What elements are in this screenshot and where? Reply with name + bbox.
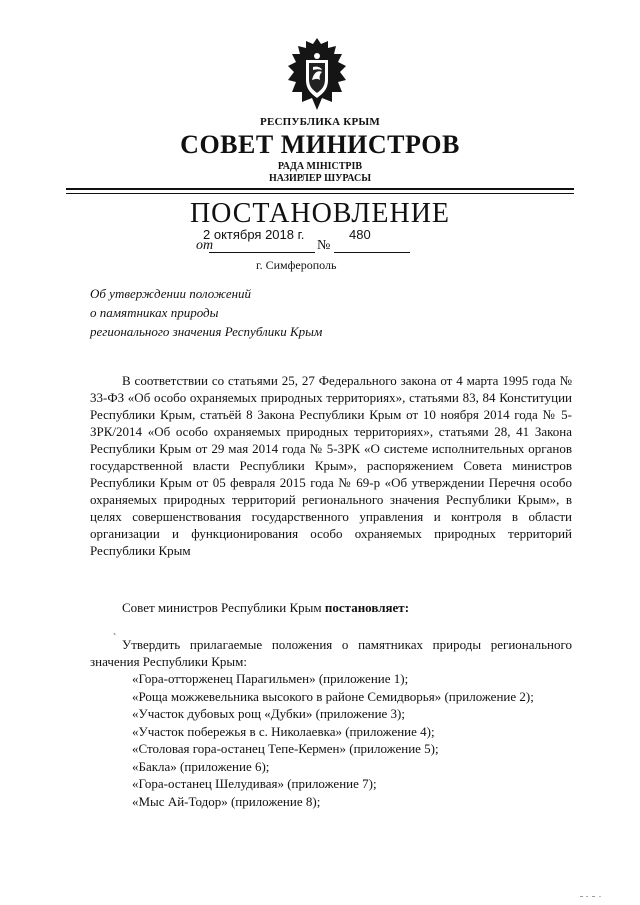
document-subject — [90, 284, 322, 341]
list-item: «Мыс Ай-Тодор» (приложение 8); — [132, 793, 321, 809]
list-item: «Гора-останец Шелудивая» (приложение 7); — [132, 776, 377, 791]
date-underline — [209, 252, 315, 253]
date-label: от — [196, 238, 214, 253]
list-item: «Участок побережья в с. Николаевка» (приложение 4); — [132, 723, 435, 739]
republic-name: РЕСПУБЛИКА КРЫМ — [260, 116, 380, 128]
subject-line: о памятниках природы — [90, 305, 219, 320]
number-label: № — [317, 238, 331, 253]
list-item: «Участок дубовых рощ «Дубки» (приложение 3); — [132, 706, 405, 721]
preamble-text: В соответствии со статьями 25, 27 Федерального закона от 4 марта 1995 года № 33-ФЗ «Об особо охраняемых природных территориях», статьями 83, 84 Конституции Республики Крым, статьёй 8 Закона Республики Крым от 10 ноября 2014 года № 5-ЗРК/2014 «Об особо охраняемых природных территориях», статьями 28, 41 Закона Республики Крым от 29 мая 2014 года № 5-ЗРК «О системе исполнительных органов государственной власти Республики Крым», распоряжением Совета министров Республики Крым от 05 февраля 2015 года № 69-р «Об утверждении Перечня особо охраняемых природных территорий регионального значения Республики Крым», в целях совершенствования государственного управления и контроля в области организации и функционирования особо охраняемых природных территорий Республики Крым — [90, 373, 572, 558]
issue-city: г. Симферополь — [256, 258, 337, 272]
appendix-list — [90, 670, 572, 810]
coat-of-arms-icon — [284, 36, 350, 114]
resolution-prefix: Совет министров Республики Крым — [122, 600, 325, 615]
approve-paragraph: Утвердить прилагаемые положения о памятниках природы регионального значения Республики Крым: — [90, 637, 572, 669]
scan-mark: ` — [113, 633, 117, 644]
subject-line: Об утверждении положений — [90, 286, 252, 301]
subject-line: регионального значения Республики Крым — [90, 324, 323, 339]
council-name-crimean-tatar: НАЗИРЛЕР ШУРАСЫ — [268, 173, 372, 184]
number-underline — [334, 252, 410, 253]
document-number: 480 — [349, 227, 371, 242]
council-name: СОВЕТ МИНИСТРОВ — [180, 130, 460, 159]
list-item: «Столовая гора-останец Тепе-Кермен» (приложение 5); — [132, 741, 439, 756]
list-item: «Бакла» (приложение 6); — [132, 758, 270, 774]
resolution-line — [122, 600, 409, 616]
document-type-title: ПОСТАНОВЛЕНИЕ — [189, 198, 451, 229]
scan-artifact — [580, 895, 610, 898]
header-divider-thick — [66, 188, 574, 190]
document-date: 2 октября 2018 г. — [203, 227, 305, 242]
council-name-ukrainian: РАДА МІНІСТРІВ — [277, 161, 363, 172]
list-item: «Роща можжевельника высокого в районе Семидворья» (приложение 2); — [132, 688, 534, 704]
header-divider-thin — [66, 193, 574, 194]
list-item: «Гора-отторженец Парагильмен» (приложение 1); — [132, 671, 409, 686]
preamble-paragraph — [90, 372, 572, 559]
resolution-verb: постановляет: — [324, 600, 410, 615]
